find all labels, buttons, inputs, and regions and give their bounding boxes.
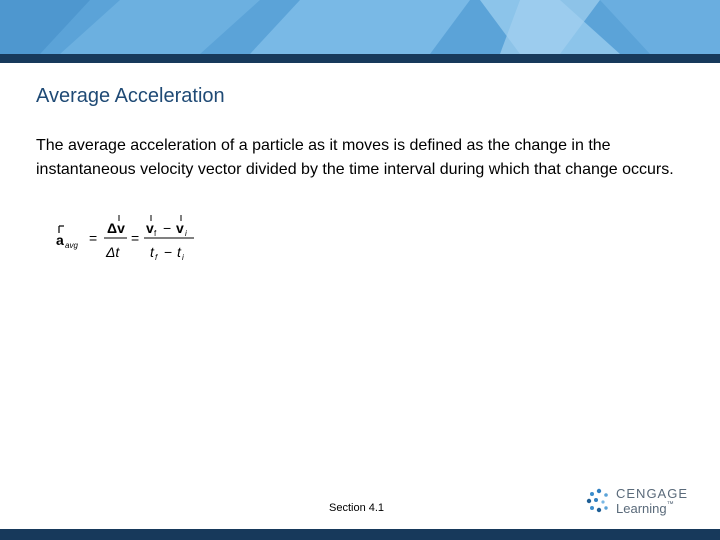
eq-den-2-b-sub: i [182, 253, 184, 262]
eq-num-2-minus: − [163, 220, 172, 236]
eq-equals-1: = [89, 230, 98, 246]
eq-den-2-a-sub: f [155, 253, 158, 262]
eq-num-1: Δv [107, 220, 125, 236]
header-divider-bar [0, 54, 720, 63]
footer-bar [0, 529, 720, 540]
eq-num-2-a: v [146, 220, 154, 236]
header-banner [0, 0, 720, 54]
eq-den-2-b: t [177, 244, 181, 260]
eq-lhs: a [56, 232, 64, 248]
slide-body-text: The average acceleration of a particle as it moves is defined as the change in the instantaneous velocity vector divided by the time interval during which that change occurs. [36, 137, 674, 178]
logo-trademark: ™ [666, 501, 674, 508]
logo-wordmark-top: CENGAGE [616, 486, 689, 501]
eq-num-2-a-sub: f [154, 229, 157, 238]
eq-num-2-b: v [176, 220, 184, 236]
eq-equals-2: = [131, 230, 140, 246]
eq-den-2-a: t [150, 244, 154, 260]
eq-num-2-b-sub: i [185, 229, 187, 238]
eq-den-2-minus: − [164, 244, 173, 260]
eq-lhs-sub: avg [65, 241, 78, 250]
slide-title: Average Acceleration [36, 85, 225, 107]
logo-wordmark-learning: Learning [616, 501, 667, 516]
cengage-logo-icon [586, 488, 612, 516]
section-label: Section 4.1 [329, 502, 385, 514]
banner-pattern [0, 0, 720, 54]
cengage-logo [586, 486, 690, 518]
acceleration-equation [54, 213, 204, 270]
eq-den-1: Δt [106, 244, 120, 260]
logo-wordmark-bottom [616, 501, 674, 516]
